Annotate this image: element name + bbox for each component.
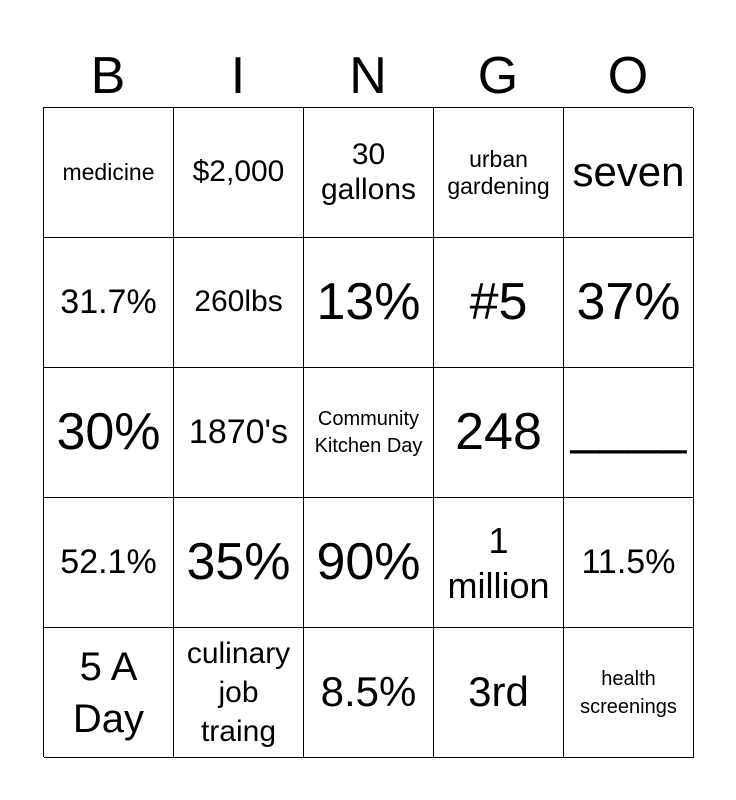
cell-text: 31.7% — [60, 282, 157, 321]
header-letter-i: I — [230, 47, 246, 105]
header-letter-n: N — [349, 47, 387, 105]
cell-text: 52.1% — [60, 542, 157, 581]
header-letter-o: O — [607, 47, 649, 105]
bingo-cell[interactable] — [434, 498, 564, 628]
cell-text: 13% — [316, 272, 421, 331]
bingo-cell[interactable] — [44, 498, 174, 628]
bingo-cell[interactable] — [564, 238, 694, 368]
bingo-cell[interactable] — [304, 498, 434, 628]
bingo-cell[interactable] — [564, 498, 694, 628]
bingo-cell[interactable] — [434, 238, 564, 368]
bingo-cell[interactable] — [564, 628, 694, 758]
cell-text: #5 — [469, 272, 528, 331]
bingo-cell[interactable] — [44, 628, 174, 758]
cell-text: 90% — [316, 532, 421, 591]
cell-text: 35% — [186, 532, 291, 591]
cell-text: 30 gallons — [320, 138, 417, 206]
cell-text: $2,000 — [192, 155, 285, 189]
bingo-cell[interactable] — [174, 498, 304, 628]
cell-text: seven — [572, 148, 685, 196]
bingo-board — [43, 107, 693, 757]
cell-text: medicine — [62, 159, 155, 186]
cell-text: health screenings — [580, 667, 677, 718]
bingo-cell[interactable] — [564, 368, 694, 498]
cell-text: 30% — [56, 402, 161, 461]
cell-text: 1870's — [188, 412, 289, 451]
bingo-cell[interactable] — [44, 368, 174, 498]
bingo-cell[interactable] — [304, 368, 434, 498]
cell-text: 1 million — [447, 519, 550, 606]
cell-text: 8.5% — [320, 668, 417, 716]
cell-text: 3rd — [468, 668, 529, 716]
cell-text: culinary job traing — [186, 637, 291, 748]
bingo-cell[interactable] — [174, 238, 304, 368]
cell-text: urban gardening — [447, 146, 550, 199]
cell-text: 5 A Day — [72, 644, 145, 741]
bingo-cell[interactable] — [174, 628, 304, 758]
cell-text: 37% — [576, 272, 681, 331]
cell-text: 248 — [455, 402, 542, 461]
bingo-cell[interactable] — [304, 628, 434, 758]
bingo-cell[interactable] — [304, 108, 434, 238]
header-letter-b: B — [90, 47, 126, 105]
cell-text: ____ — [570, 396, 687, 455]
bingo-cell[interactable] — [174, 368, 304, 498]
bingo-cell[interactable] — [44, 238, 174, 368]
cell-text: 260lbs — [194, 285, 283, 319]
bingo-cell[interactable] — [174, 108, 304, 238]
bingo-cell[interactable] — [304, 238, 434, 368]
bingo-cell[interactable] — [44, 108, 174, 238]
cell-text: Community Kitchen Day — [314, 407, 423, 457]
bingo-cell[interactable] — [434, 108, 564, 238]
cell-text: 11.5% — [581, 542, 676, 581]
bingo-cell[interactable] — [564, 108, 694, 238]
bingo-cell[interactable] — [434, 628, 564, 758]
bingo-cell[interactable] — [434, 368, 564, 498]
header-letter-g: G — [477, 47, 519, 105]
bingo-header — [43, 44, 693, 108]
